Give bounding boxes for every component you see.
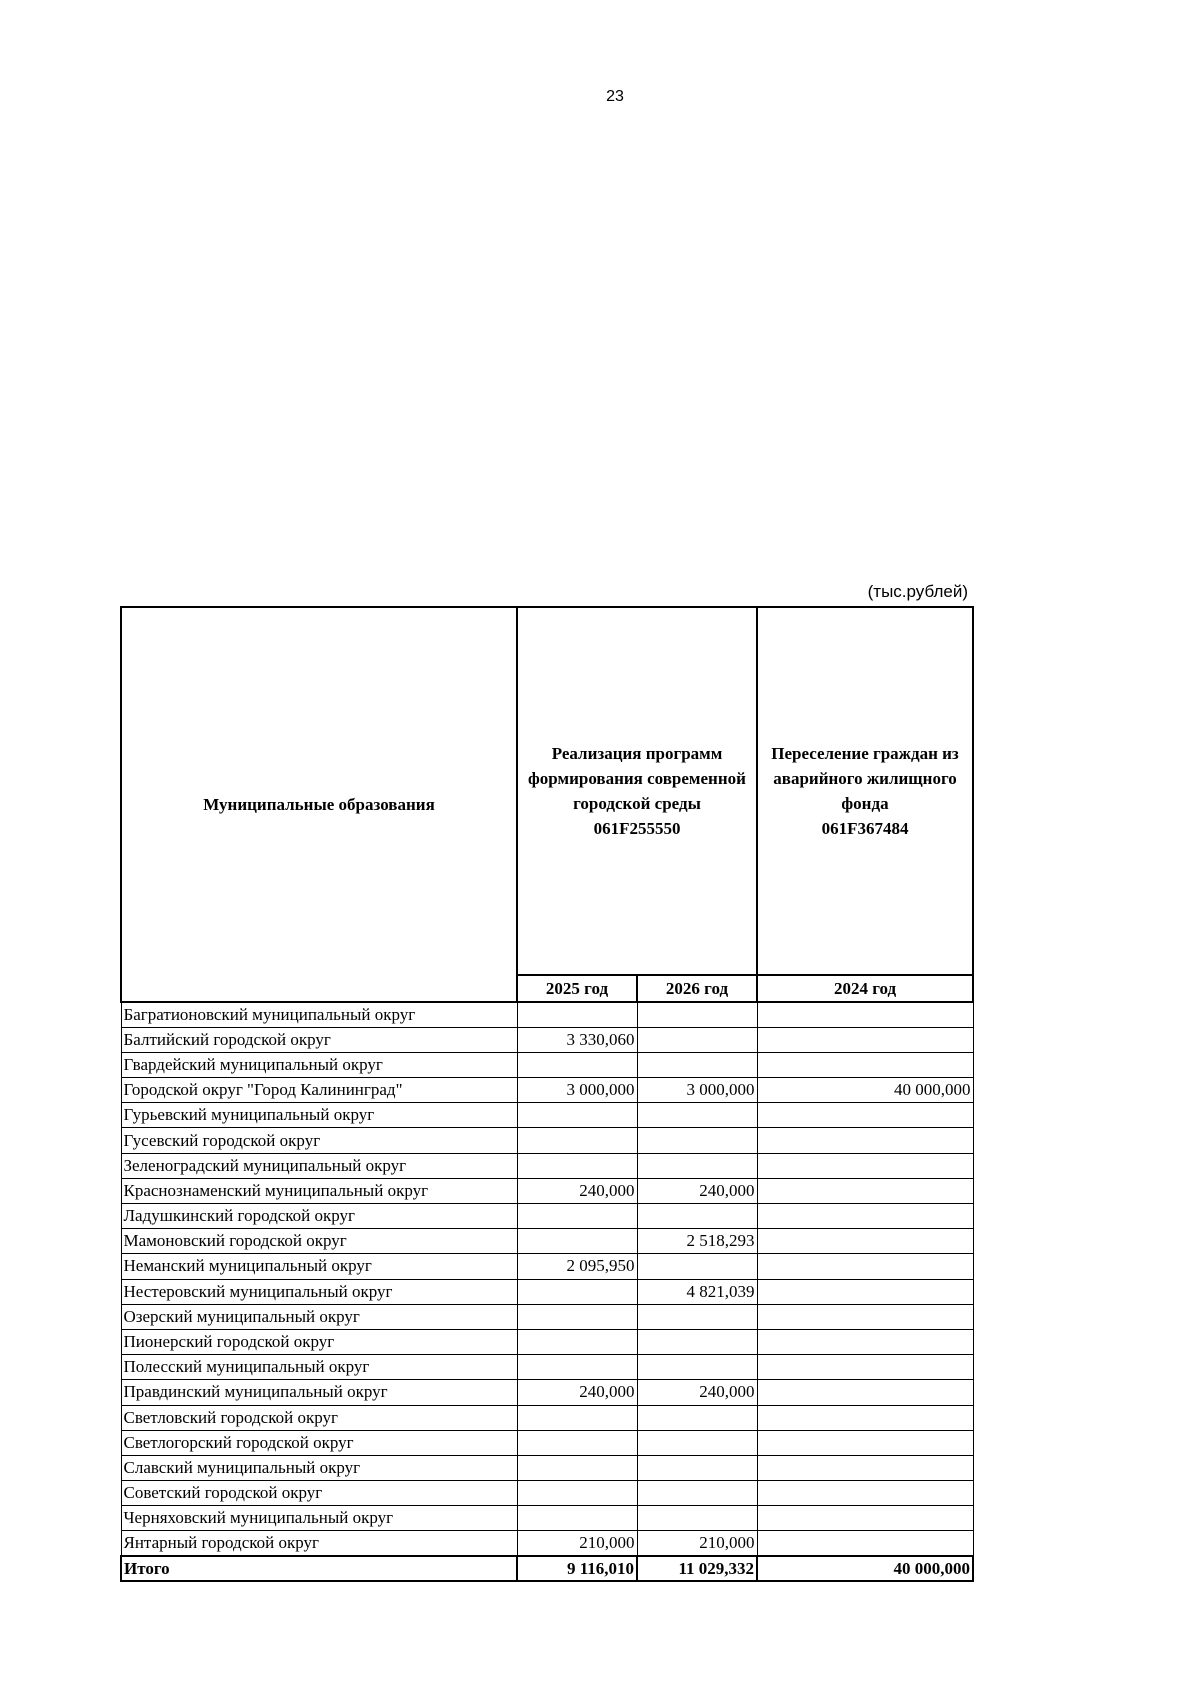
table-row <box>121 1481 973 1506</box>
value-2026 <box>637 1430 757 1455</box>
table-row <box>121 1380 973 1405</box>
municipality-name: Нестеровский муниципальный округ <box>121 1279 517 1304</box>
municipality-name: Советский городской округ <box>121 1481 517 1506</box>
table-row <box>121 1254 973 1279</box>
table-row <box>121 1027 973 1052</box>
header-municipalities: Муниципальные образования <box>121 607 517 1002</box>
value-2024 <box>757 1128 973 1153</box>
municipality-name: Гурьевский муниципальный округ <box>121 1103 517 1128</box>
value-2025 <box>517 1128 637 1153</box>
value-2024 <box>757 1531 973 1556</box>
municipality-name: Мамоновский городской округ <box>121 1229 517 1254</box>
municipality-name: Светлогорский городской округ <box>121 1430 517 1455</box>
value-2024 <box>757 1027 973 1052</box>
value-2025 <box>517 1329 637 1354</box>
value-2026 <box>637 1128 757 1153</box>
value-2026 <box>637 1052 757 1077</box>
value-2025 <box>517 1355 637 1380</box>
table-row <box>121 1531 973 1556</box>
value-2024: 40 000,000 <box>757 1078 973 1103</box>
value-2026 <box>637 1153 757 1178</box>
value-2024 <box>757 1329 973 1354</box>
value-2026 <box>637 1103 757 1128</box>
value-2025: 3 330,060 <box>517 1027 637 1052</box>
municipality-name: Светловский городской округ <box>121 1405 517 1430</box>
subsidy-table <box>120 606 974 1582</box>
table-row <box>121 1405 973 1430</box>
value-2026 <box>637 1204 757 1229</box>
value-2026 <box>637 1027 757 1052</box>
municipality-name: Неманский муниципальный округ <box>121 1254 517 1279</box>
total-2025: 9 116,010 <box>517 1556 637 1581</box>
table-row <box>121 1204 973 1229</box>
municipality-name: Славский муниципальный округ <box>121 1455 517 1480</box>
value-2024 <box>757 1380 973 1405</box>
table-row <box>121 1455 973 1480</box>
municipality-name: Гусевский городской округ <box>121 1128 517 1153</box>
value-2026 <box>637 1002 757 1027</box>
value-2026: 3 000,000 <box>637 1078 757 1103</box>
value-2024 <box>757 1204 973 1229</box>
total-label: Итого <box>121 1556 517 1581</box>
value-2024 <box>757 1355 973 1380</box>
value-2026 <box>637 1355 757 1380</box>
units-label: (тыс.рублей) <box>867 582 968 601</box>
value-2024 <box>757 1455 973 1480</box>
municipality-name: Краснознаменский муниципальный округ <box>121 1178 517 1203</box>
table-row <box>121 1078 973 1103</box>
municipality-name: Правдинский муниципальный округ <box>121 1380 517 1405</box>
value-2026: 210,000 <box>637 1531 757 1556</box>
municipality-name: Черняховский муниципальный округ <box>121 1506 517 1531</box>
value-2024 <box>757 1506 973 1531</box>
value-2026 <box>637 1304 757 1329</box>
value-2025 <box>517 1304 637 1329</box>
value-2025: 210,000 <box>517 1531 637 1556</box>
municipality-name: Озерский муниципальный округ <box>121 1304 517 1329</box>
value-2025 <box>517 1204 637 1229</box>
municipality-name: Багратионовский муниципальный округ <box>121 1002 517 1027</box>
value-2024 <box>757 1481 973 1506</box>
value-2024 <box>757 1103 973 1128</box>
value-2025: 240,000 <box>517 1380 637 1405</box>
municipality-name: Гвардейский муниципальный округ <box>121 1052 517 1077</box>
table-row <box>121 1355 973 1380</box>
value-2026 <box>637 1481 757 1506</box>
value-2026 <box>637 1254 757 1279</box>
header-year-2025: 2025 год <box>517 975 637 1002</box>
page-number: 23 <box>606 88 624 105</box>
value-2025 <box>517 1052 637 1077</box>
value-2026: 240,000 <box>637 1178 757 1203</box>
value-2025: 240,000 <box>517 1178 637 1203</box>
value-2026 <box>637 1329 757 1354</box>
program2-code: 061F367484 <box>821 819 909 838</box>
value-2024 <box>757 1052 973 1077</box>
total-2026: 11 029,332 <box>637 1556 757 1581</box>
value-2024 <box>757 1304 973 1329</box>
table-row <box>121 1279 973 1304</box>
table-row <box>121 1103 973 1128</box>
municipality-name: Городской округ "Город Калининград" <box>121 1078 517 1103</box>
header-program-urban-environment <box>517 607 757 975</box>
municipality-name: Балтийский городской округ <box>121 1027 517 1052</box>
value-2024 <box>757 1405 973 1430</box>
total-row <box>121 1556 973 1581</box>
table-row <box>121 1430 973 1455</box>
value-2024 <box>757 1254 973 1279</box>
value-2024 <box>757 1430 973 1455</box>
table-row <box>121 1178 973 1203</box>
header-year-2024: 2024 год <box>757 975 973 1002</box>
value-2025: 2 095,950 <box>517 1254 637 1279</box>
value-2025 <box>517 1153 637 1178</box>
value-2026 <box>637 1506 757 1531</box>
value-2024 <box>757 1229 973 1254</box>
header-program-resettlement <box>757 607 973 975</box>
value-2026: 4 821,039 <box>637 1279 757 1304</box>
table-row <box>121 1153 973 1178</box>
value-2025 <box>517 1279 637 1304</box>
table-row <box>121 1329 973 1354</box>
value-2024 <box>757 1279 973 1304</box>
header-year-2026: 2026 год <box>637 975 757 1002</box>
table-row <box>121 1052 973 1077</box>
value-2024 <box>757 1178 973 1203</box>
total-2024: 40 000,000 <box>757 1556 973 1581</box>
program1-title: Реализация программ формирования современной городской среды <box>528 744 746 813</box>
value-2026 <box>637 1455 757 1480</box>
value-2025 <box>517 1103 637 1128</box>
value-2025 <box>517 1506 637 1531</box>
value-2025 <box>517 1481 637 1506</box>
value-2025 <box>517 1430 637 1455</box>
table-row <box>121 1304 973 1329</box>
municipality-name: Янтарный городской округ <box>121 1531 517 1556</box>
value-2025 <box>517 1405 637 1430</box>
program1-code: 061F255550 <box>593 819 681 838</box>
value-2025 <box>517 1455 637 1480</box>
value-2025 <box>517 1229 637 1254</box>
municipality-name: Полесский муниципальный округ <box>121 1355 517 1380</box>
value-2025 <box>517 1002 637 1027</box>
value-2026: 240,000 <box>637 1380 757 1405</box>
table-row <box>121 1002 973 1027</box>
value-2024 <box>757 1153 973 1178</box>
value-2026 <box>637 1405 757 1430</box>
municipality-name: Ладушкинский городской округ <box>121 1204 517 1229</box>
table-row <box>121 1229 973 1254</box>
program2-title: Переселение граждан из аварийного жилищного фонда <box>771 744 959 813</box>
value-2025: 3 000,000 <box>517 1078 637 1103</box>
value-2026: 2 518,293 <box>637 1229 757 1254</box>
value-2024 <box>757 1002 973 1027</box>
table-row <box>121 1506 973 1531</box>
table-row <box>121 1128 973 1153</box>
municipality-name: Пионерский городской округ <box>121 1329 517 1354</box>
municipality-name: Зеленоградский муниципальный округ <box>121 1153 517 1178</box>
